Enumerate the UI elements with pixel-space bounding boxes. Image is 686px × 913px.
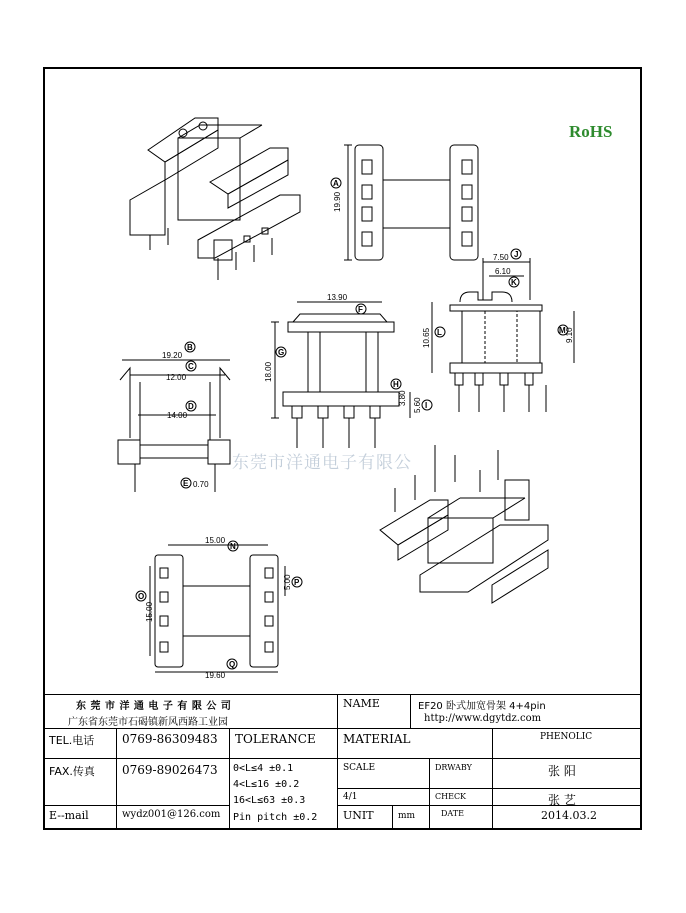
dim-k-value: 6.10 [495,267,511,276]
svg-text:I: I [425,401,428,410]
dim-j-value: 7.50 [493,253,509,262]
balloon-a [331,178,341,188]
svg-text:B: B [187,343,193,352]
scale-value: 4/1 [343,792,358,802]
tolerance-range-2: 4<L≤16 ±0.2 [233,779,300,790]
date-label: DATE [441,809,464,818]
dim-d-value: 14.00 [167,411,188,420]
product-name: EF20 卧式加宽骨架 4+4pin [418,701,546,712]
svg-text:D: D [188,402,194,411]
svg-text:P: P [294,578,300,587]
balloon-e [181,478,191,488]
dim-a-value: 19.90 [333,191,342,212]
dim-p-value: 5.00 [283,574,292,590]
svg-text:J: J [514,250,519,259]
balloon-k [509,277,519,287]
tolerance-pin-pitch: Pin pitch ±0.2 [233,812,318,823]
dim-g-value: 18.00 [264,361,273,382]
drawby-value: 张 阳 [548,764,576,778]
balloon-i [422,400,432,410]
bottom-view-nopq [150,545,285,672]
side-view-a [344,145,478,260]
tolerance-range-3: 16<L≤63 ±0.3 [233,795,306,806]
svg-text:N: N [230,542,236,551]
dim-b-value: 19.20 [162,351,183,360]
balloon-p [292,577,302,587]
email-label: E--mail [49,809,89,822]
balloon-o [136,591,146,601]
tel-label: TEL.电话 [49,734,95,747]
unit-label: UNIT [343,809,374,822]
tolerance-label: TOLERANCE [235,732,316,746]
front-view-fg [271,302,410,448]
check-value: 张 艺 [548,793,576,807]
dim-n-value: 15.00 [205,536,226,545]
company-address: 广东省东莞市石碣镇新风西路工业园 [68,717,228,728]
dim-m-value: 9.10 [565,327,574,343]
fax-value: 0769-89026473 [122,763,218,777]
side-view-lm [432,292,574,412]
svg-text:M: M [559,326,566,335]
balloon-g [276,347,286,357]
balloon-h [391,379,401,389]
dim-q-value: 19.60 [205,671,226,680]
check-label: CHECK [435,792,467,801]
balloon-f [356,304,366,314]
dim-c-value: 12.00 [166,373,187,382]
balloon-c [186,361,196,371]
fax-label: FAX.传真 [49,765,95,778]
tolerance-range-1: 0<L≤4 ±0.1 [233,763,294,774]
svg-text:G: G [278,348,285,357]
balloon-l [435,327,445,337]
website-link[interactable]: http://www.dgytdz.com [424,713,542,724]
svg-text:K: K [511,278,517,287]
svg-text:E: E [183,479,189,488]
unit-value: mm [398,811,416,821]
material-label: MATERIAL [343,732,411,746]
isometric-view-top [130,118,300,280]
balloon-j [511,249,521,259]
dim-i-value: 5.60 [413,397,422,413]
date-value: 2014.03.2 [541,809,597,822]
svg-text:F: F [358,305,363,314]
svg-text:O: O [138,592,145,601]
company-name: 东 莞 市 洋 通 电 子 有 限 公 司 [76,701,232,712]
svg-text:L: L [437,328,442,337]
dim-l-value: 10.65 [422,327,431,348]
svg-text:A: A [333,179,339,188]
dim-o-value: 15.00 [145,601,154,622]
tel-value: 0769-86309483 [122,732,218,746]
email-value[interactable]: wydz001@126.com [122,809,221,820]
material-value: PHENOLIC [540,732,593,742]
svg-text:C: C [188,362,194,371]
balloon-b [185,342,195,352]
rohs-badge: RoHS [569,122,613,141]
balloon-n [228,541,238,551]
dim-h-value: 3.80 [398,390,407,406]
drawby-label: DRWABY [435,763,472,772]
view-jk [483,258,530,300]
svg-text:Q: Q [229,660,236,669]
balloon-q [227,659,237,669]
dim-e-value: 0.70 [193,480,209,489]
name-label: NAME [343,697,380,710]
scale-label: SCALE [343,763,376,773]
watermark-text: 东莞市洋通电子有限公 [232,453,412,473]
balloon-d [186,401,196,411]
svg-text:H: H [393,380,399,389]
dim-f-value: 13.90 [327,293,348,302]
